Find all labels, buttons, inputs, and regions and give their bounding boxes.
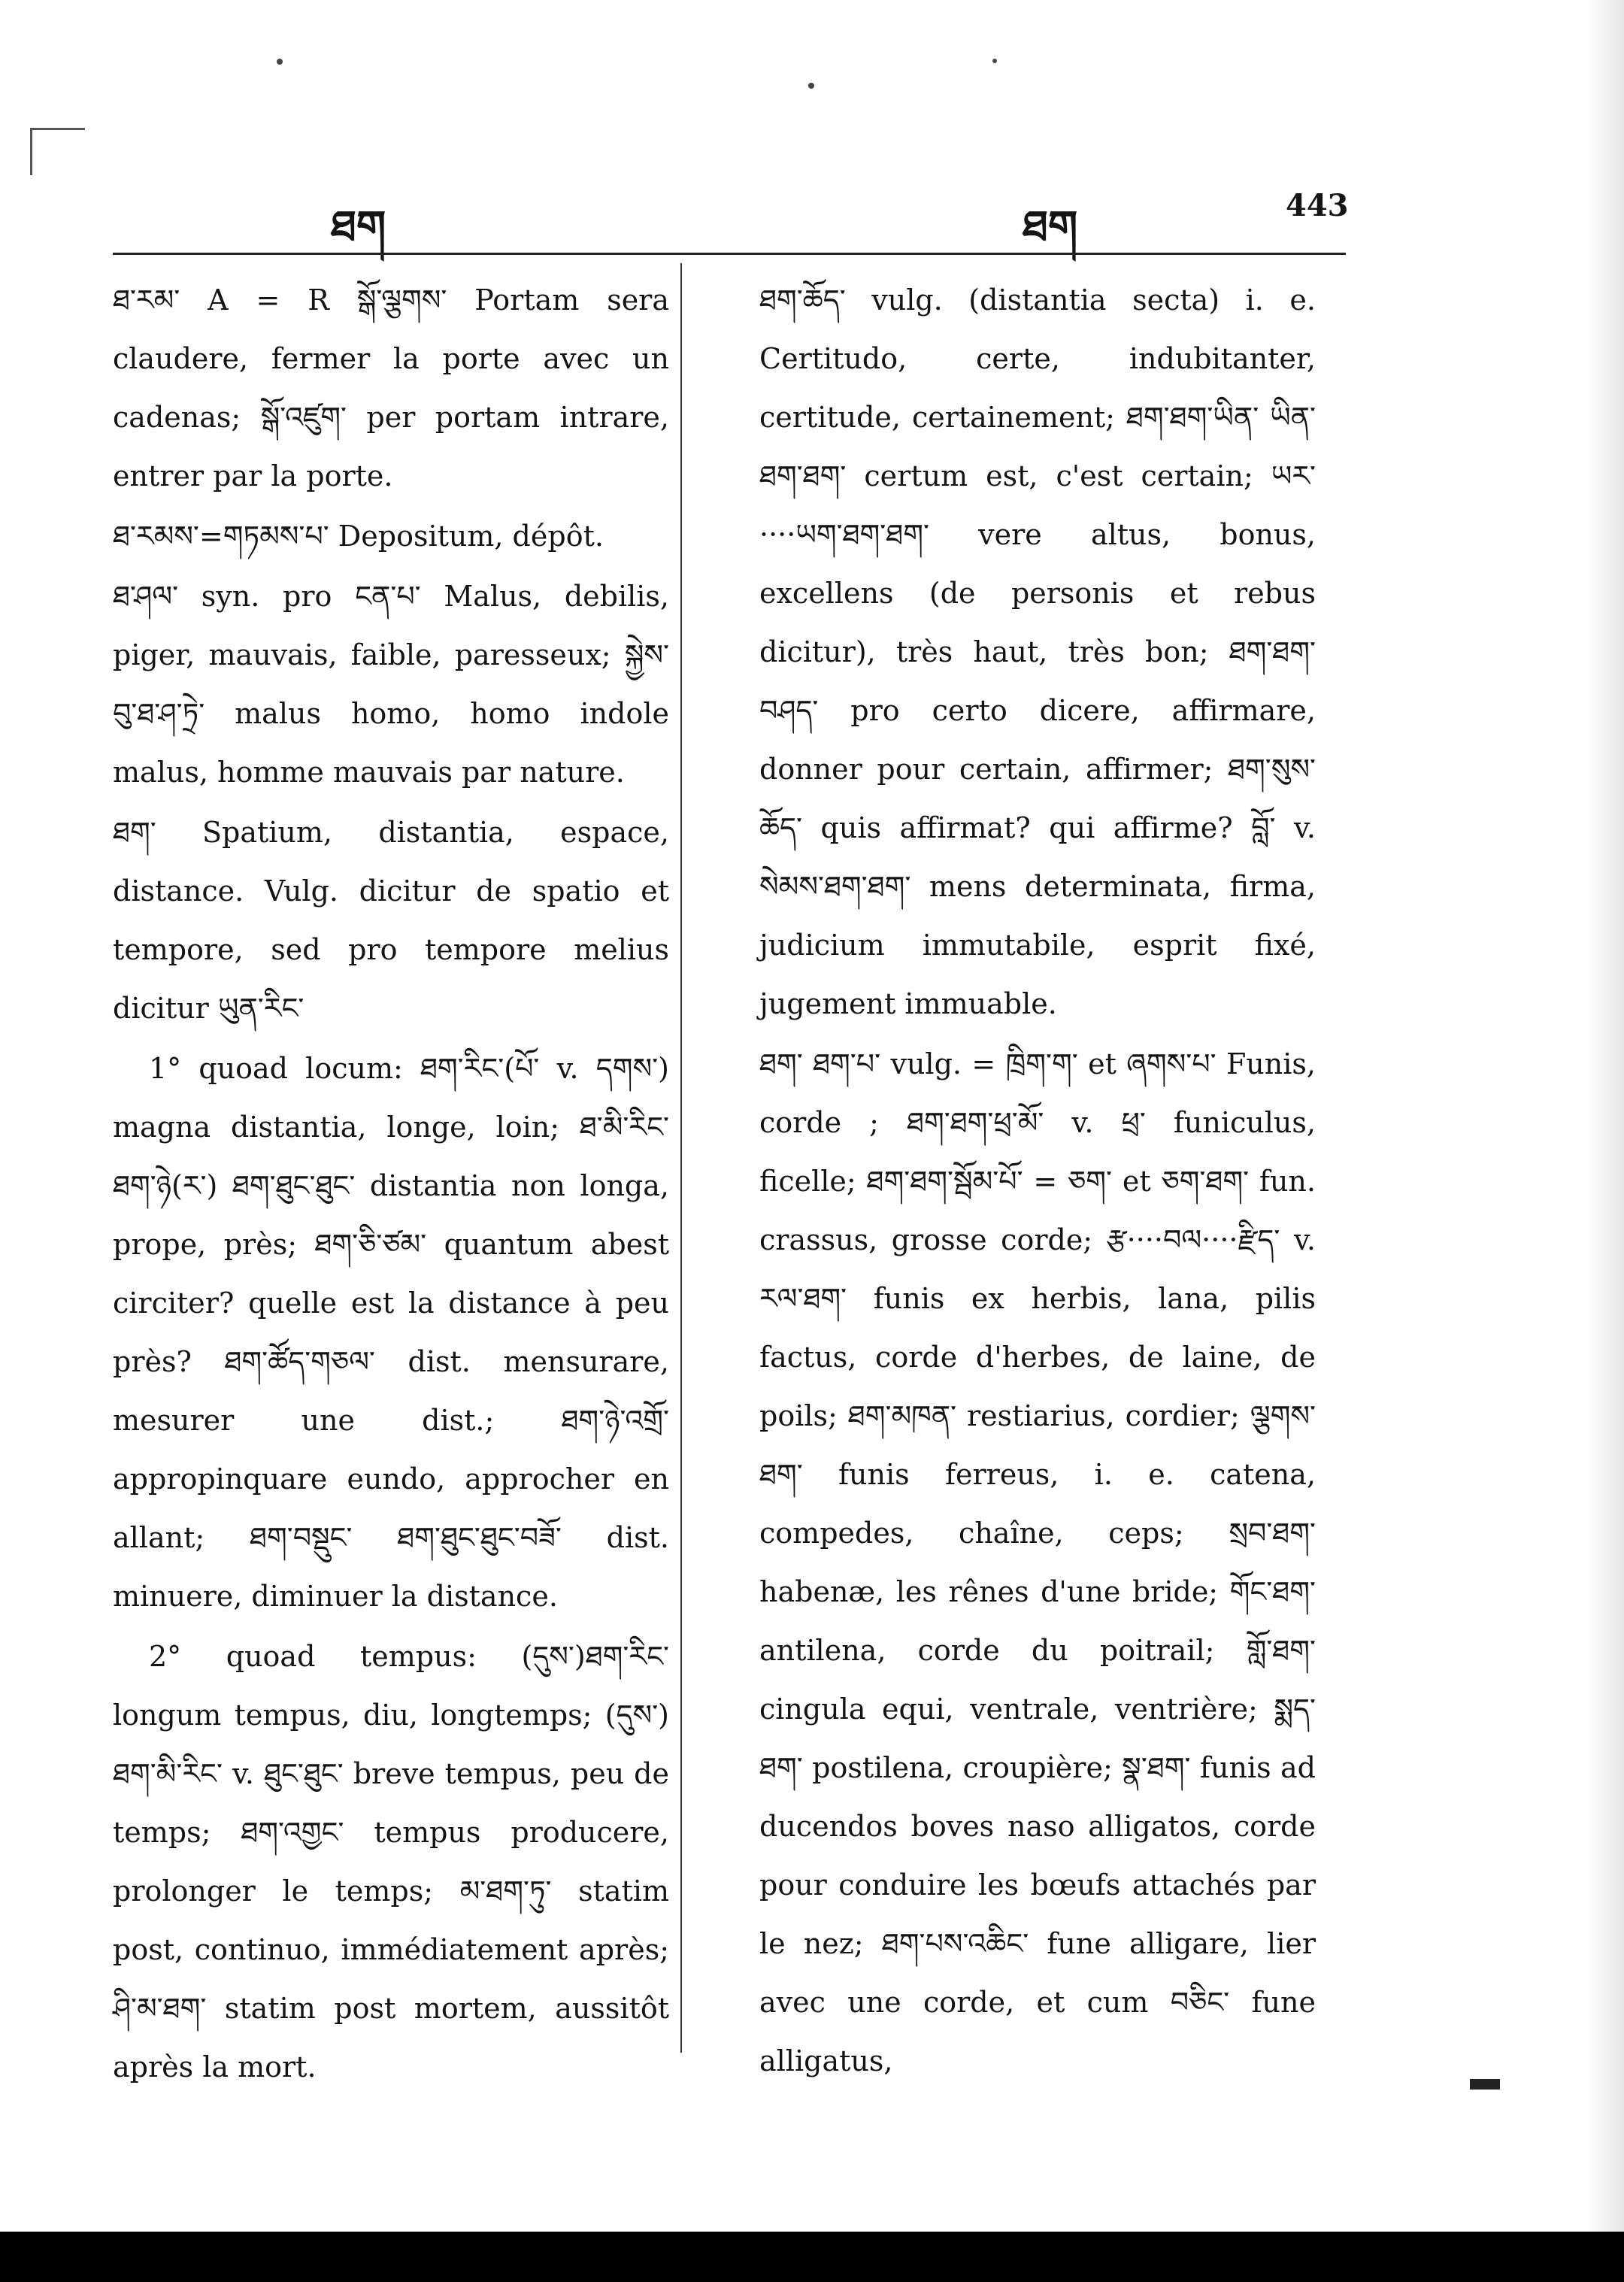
header-rule — [113, 253, 1346, 255]
column-divider — [680, 263, 682, 2053]
running-head-left: ཐག — [331, 202, 386, 251]
dictionary-entry: ཐག་ ཐག་པ་ vulg. = ཁྲིག་ག་ et ཞགས་པ་ Funis, corde ; ཐག་ཐག་ཕྲ་མོ་ v. ཕྲ་ funiculus, ficelle; ཐག་ཐག་སྦོམ་པོ་ = ཅག་ et ཅག་ཐག་ fun. crassus, grosse corde; རྩ····བལ····རྫིད་ v. རལ་ཐག་ funis ex herbis, lana, pilis factus, corde d'herbes, de laine, de poils; ཐག་མཁན་ restiarius, cordier; ལྕགས་ཐག་ funis ferreus, i. e. catena, compedes, chaîne, ceps; སྲབ་ཐག་ habenæ, les rênes d'une bride; གོང་ཐག་ antilena, corde du poitrail; གློ་ཐག་ cingula equi, ventrale, ventrière; སྨད་ཐག་ postilena, croupière; སྣ་ཐག་ funis ad ducendos boves naso alligatos, corde pour conduire les bœufs attachés par le nez; ཐག་པས་འཆིང་ fune alligare, lier avec une corde, et cum བཅིང་ fune alligatus, — [759, 1047, 1316, 2077]
running-head-right: ཐག — [1023, 202, 1078, 251]
page-header — [113, 171, 1349, 251]
speck — [277, 59, 283, 65]
speck — [992, 59, 997, 63]
page-number: 443 — [1286, 188, 1349, 223]
dictionary-subentry: 1° quoad locum: ཐག་རིང་(པོ་ v. དགས་) magna distantia, longe, loin; ཐ་མི་རིང་ ཐག་ཉེ(ར་) ཐག་ཐུང་ཐུང་ distantia non longa, prope, près; ཐག་ཅི་ཙམ་ quantum abest circiter? quelle est la distance à peu près? ཐག་ཚོད་གཅལ་ dist. mensurare, mesurer une dist.; ཐག་ཉེ་འགྲོ་ appropinquare eundo, approcher en allant; ཐག་བསྡུང་ ཐག་ཐུང་ཐུང་བཟོ་ dist. minuere, diminuer la distance. — [113, 1052, 669, 1613]
dictionary-subentry: 2° quoad tempus: (དུས་)ཐག་རིང་ longum tempus, diu, longtemps; (དུས་) ཐག་མི་རིང་ v. ཐུང་ཐུང་ breve tempus, peu de temps; ཐག་འགྱང་ tempus producere, prolonger le temps; མ་ཐག་ཏུ་ statim post, continuo, immédiatement après; ཤི་མ་ཐག་ statim post mortem, aussitôt après la mort. — [113, 1640, 669, 2083]
corner-mark — [30, 128, 85, 175]
scan-bottom-border — [0, 2232, 1624, 2282]
dictionary-entry: ཐ་ཤལ་ syn. pro ངན་པ་ Malus, debilis, piger, mauvais, faible, paresseux; སྐྱེས་བུ་ཐ་ཤ་ཏྲེ་ malus homo, homo indole malus, homme mauvais par nature. — [113, 580, 669, 789]
dictionary-entry: ཐ་རམ་ A = R སྒོ་ལྕགས་ Portam sera claudere, fermer la porte avec un cadenas; སྒོ་འཛུག་ per portam intrare, entrer par la porte. — [113, 283, 669, 492]
page-edge-shadow — [1586, 0, 1624, 2232]
left-column — [113, 271, 669, 2096]
speck — [808, 83, 814, 89]
right-column — [759, 271, 1316, 2090]
dictionary-entry: ཐག་ཆོད་ vulg. (distantia secta) i. e. Certitudo, certe, indubitanter, certitude, certainement; ཐག་ཐག་ཡིན་ ཡིན་ཐག་ཐག་ certum est, c'est certain; ཡར་····ཡག་ཐག་ཐག་ vere altus, bonus, excellens (de personis et rebus dicitur), très haut, très bon; ཐག་ཐག་བཤད་ pro certo dicere, affirmare, donner pour certain, affirmer; ཐག་སུས་ཆོད་ quis affirmat? qui affirme? བློ་ v. སེམས་ཐག་ཐག་ mens determinata, firma, judicium immutabile, esprit fixé, jugement immuable. — [759, 283, 1316, 1020]
dictionary-entry: ཐ་རམས་=གཏམས་པ་ Depositum, dépôt. — [113, 520, 604, 553]
dictionary-entry: ཐག་ Spatium, distantia, espace, distance. Vulg. dicitur de spatio et tempore, sed pro tempore melius dicitur ཡུན་རིང་ — [113, 816, 669, 1025]
margin-mark — [1470, 2079, 1500, 2090]
